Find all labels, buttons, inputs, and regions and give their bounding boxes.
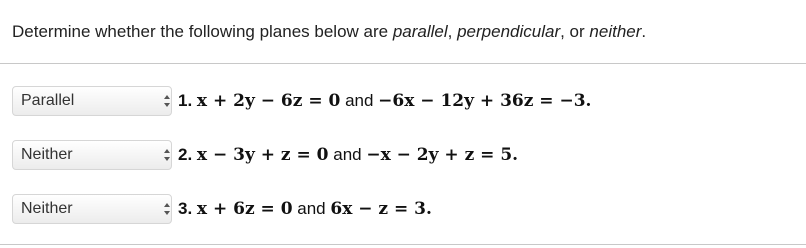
answer-select-3[interactable] xyxy=(12,194,172,224)
select-arrows-icon xyxy=(163,201,171,217)
option-perpendicular-text: perpendicular xyxy=(457,22,561,41)
option-neither-text: neither xyxy=(589,22,642,41)
plane-equation-b: −6x − 12y + 36z = −3. xyxy=(378,91,592,111)
question-row-1 xyxy=(12,84,591,118)
conjunction: and xyxy=(333,145,362,164)
question-text-3 xyxy=(178,199,432,219)
instructions-sep2: , or xyxy=(560,22,590,41)
select-arrows-icon xyxy=(163,93,171,109)
answer-select-2[interactable] xyxy=(12,140,172,170)
divider-bottom xyxy=(0,244,806,245)
select-value: Neither xyxy=(21,200,73,217)
select-arrows-icon xyxy=(163,147,171,163)
question-number: 1. xyxy=(178,91,193,110)
conjunction: and xyxy=(297,199,326,218)
plane-equation-a: x + 6z = 0 xyxy=(196,199,293,219)
plane-equation-b: 6x − z = 3. xyxy=(330,199,432,219)
conjunction: and xyxy=(345,91,374,110)
select-value: Parallel xyxy=(21,92,75,109)
plane-equation-a: x + 2y − 6z = 0 xyxy=(196,91,341,111)
answer-select-1[interactable] xyxy=(12,86,172,116)
question-number: 3. xyxy=(178,199,193,218)
question-number: 2. xyxy=(178,145,193,164)
select-value: Neither xyxy=(21,146,73,163)
divider-top xyxy=(0,63,806,64)
instructions-text xyxy=(12,22,646,42)
instructions-sep1: , xyxy=(447,22,458,41)
question-text-2 xyxy=(178,145,518,165)
plane-equation-b: −x − 2y + z = 5. xyxy=(366,145,519,165)
question-text-1 xyxy=(178,91,591,111)
instructions-prefix: Determine whether the following planes below are xyxy=(12,22,393,41)
plane-equation-a: x − 3y + z = 0 xyxy=(196,145,329,165)
question-row-3 xyxy=(12,192,432,226)
instructions-suffix: . xyxy=(641,22,647,41)
option-parallel-text: parallel xyxy=(392,22,448,41)
question-row-2 xyxy=(12,138,518,172)
